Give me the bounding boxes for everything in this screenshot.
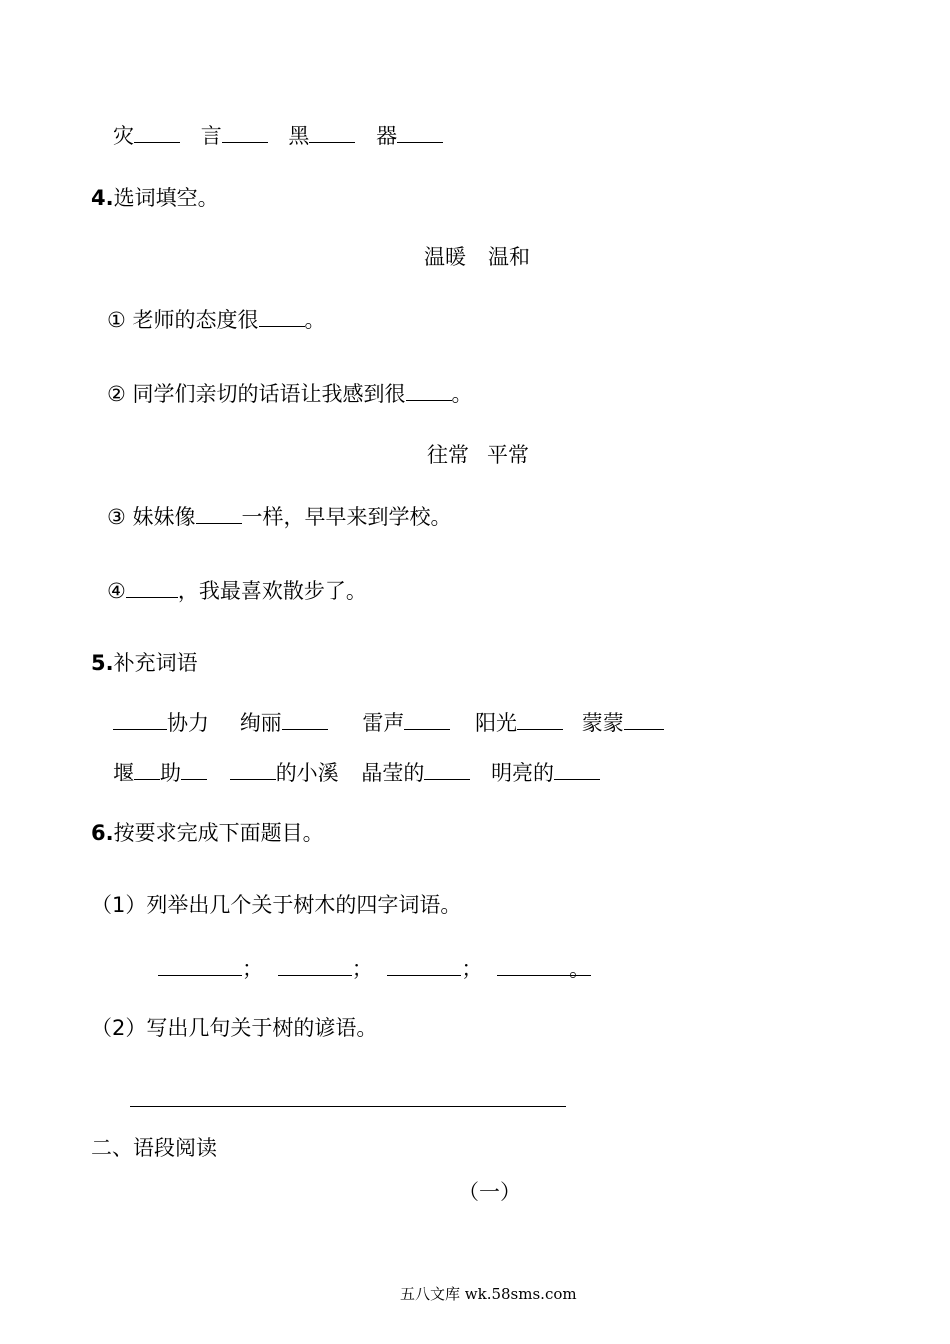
answer-line-row: ； ； ； 。 (158, 955, 591, 983)
answer-blank[interactable] (424, 759, 470, 780)
answer-blank[interactable] (624, 709, 664, 730)
answer-blank[interactable] (126, 577, 178, 598)
footer-watermark: 五八文库 wk.58sms.com (400, 1285, 577, 1303)
answer-blank[interactable] (222, 122, 268, 143)
answer-blank[interactable] (278, 955, 352, 976)
answer-blank[interactable]: 。 (497, 955, 591, 976)
word-choices-1: 温暖 温和 (424, 245, 530, 269)
char-item: 言 (200, 124, 222, 148)
answer-blank[interactable] (134, 122, 180, 143)
answer-blank[interactable] (134, 759, 160, 780)
answer-blank[interactable] (158, 955, 242, 976)
answer-blank[interactable] (113, 709, 167, 730)
answer-blank[interactable] (309, 122, 355, 143)
question-2: ② 同学们亲切的话语让我感到很 。 (107, 382, 473, 406)
answer-blank[interactable] (181, 759, 207, 780)
section-4-title: 4.选词填空。 (91, 186, 219, 210)
answer-blank[interactable] (387, 955, 461, 976)
question-4: ④ ，我最喜欢散步了。 (107, 579, 367, 603)
char-blank-row (113, 122, 443, 150)
char-item: 黑 (288, 124, 310, 148)
answer-blank[interactable] (406, 380, 452, 401)
answer-blank[interactable] (196, 503, 242, 524)
word-choices-2: 往常 平常 (427, 443, 529, 467)
sub-question-2: （2）写出几句关于树的谚语。 (91, 1016, 378, 1040)
answer-blank[interactable] (517, 709, 563, 730)
char-item: 器 (376, 124, 398, 148)
answer-blank[interactable] (404, 709, 450, 730)
word-fill-row-1: 协力 绚丽 雷声 阳光 蒙蒙 (113, 709, 664, 737)
section-6-title: 6.按要求完成下面题目。 (91, 821, 324, 845)
sub-question-1: （1）列举出几个关于树木的四字词语。 (91, 893, 462, 917)
word-fill-row-2: 堰 助 的小溪 晶莹的 明亮的 (113, 759, 600, 787)
long-answer-line[interactable] (130, 1106, 566, 1107)
section-5-title: 5.补充词语 (91, 651, 198, 675)
question-3: ③ 妹妹像 一样，早早来到学校。 (107, 505, 452, 529)
answer-blank[interactable] (397, 122, 443, 143)
answer-blank[interactable] (282, 709, 328, 730)
passage-number: （一） (458, 1180, 521, 1204)
char-item: 灾 (113, 124, 134, 148)
question-1: ① 老师的态度很 。 (107, 308, 326, 332)
answer-blank[interactable] (230, 759, 276, 780)
answer-blank[interactable] (554, 759, 600, 780)
answer-blank[interactable] (259, 306, 305, 327)
part-two-title: 二、语段阅读 (91, 1136, 217, 1160)
